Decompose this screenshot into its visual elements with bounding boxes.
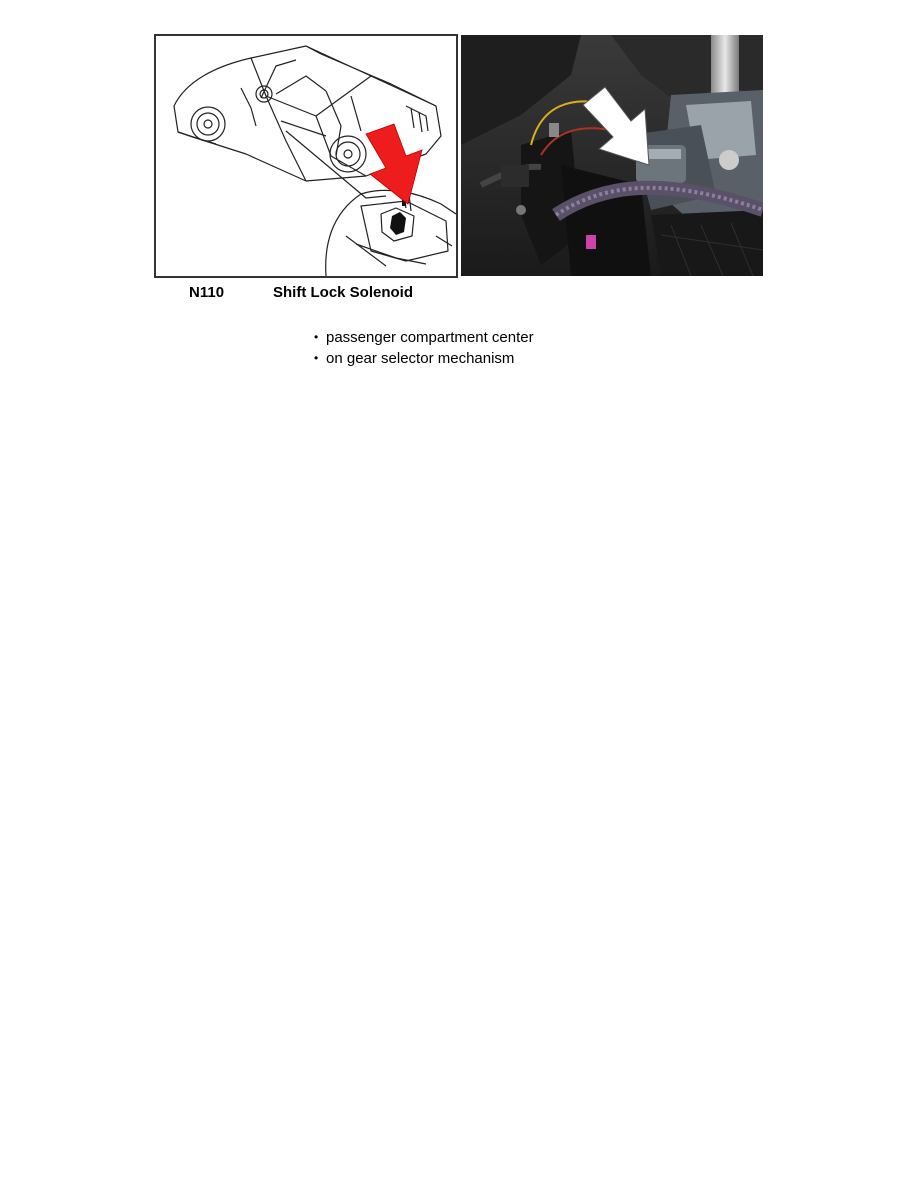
- location-list: [314, 327, 534, 369]
- gear-selector-photo-icon: [461, 35, 763, 276]
- location-text: on gear selector mechanism: [326, 350, 515, 367]
- component-code: N110: [189, 284, 225, 301]
- red-arrow-icon: [366, 124, 422, 204]
- component-name: Shift Lock Solenoid: [273, 284, 414, 301]
- bullet-icon: •: [314, 330, 319, 344]
- list-item: [314, 348, 534, 369]
- gear-selector-photo: [461, 35, 763, 276]
- bullet-icon: •: [314, 351, 319, 365]
- list-item: [314, 327, 534, 348]
- car-illustration: [154, 34, 458, 278]
- location-text: passenger compartment center: [326, 329, 534, 346]
- car-cutaway-icon: [156, 36, 456, 276]
